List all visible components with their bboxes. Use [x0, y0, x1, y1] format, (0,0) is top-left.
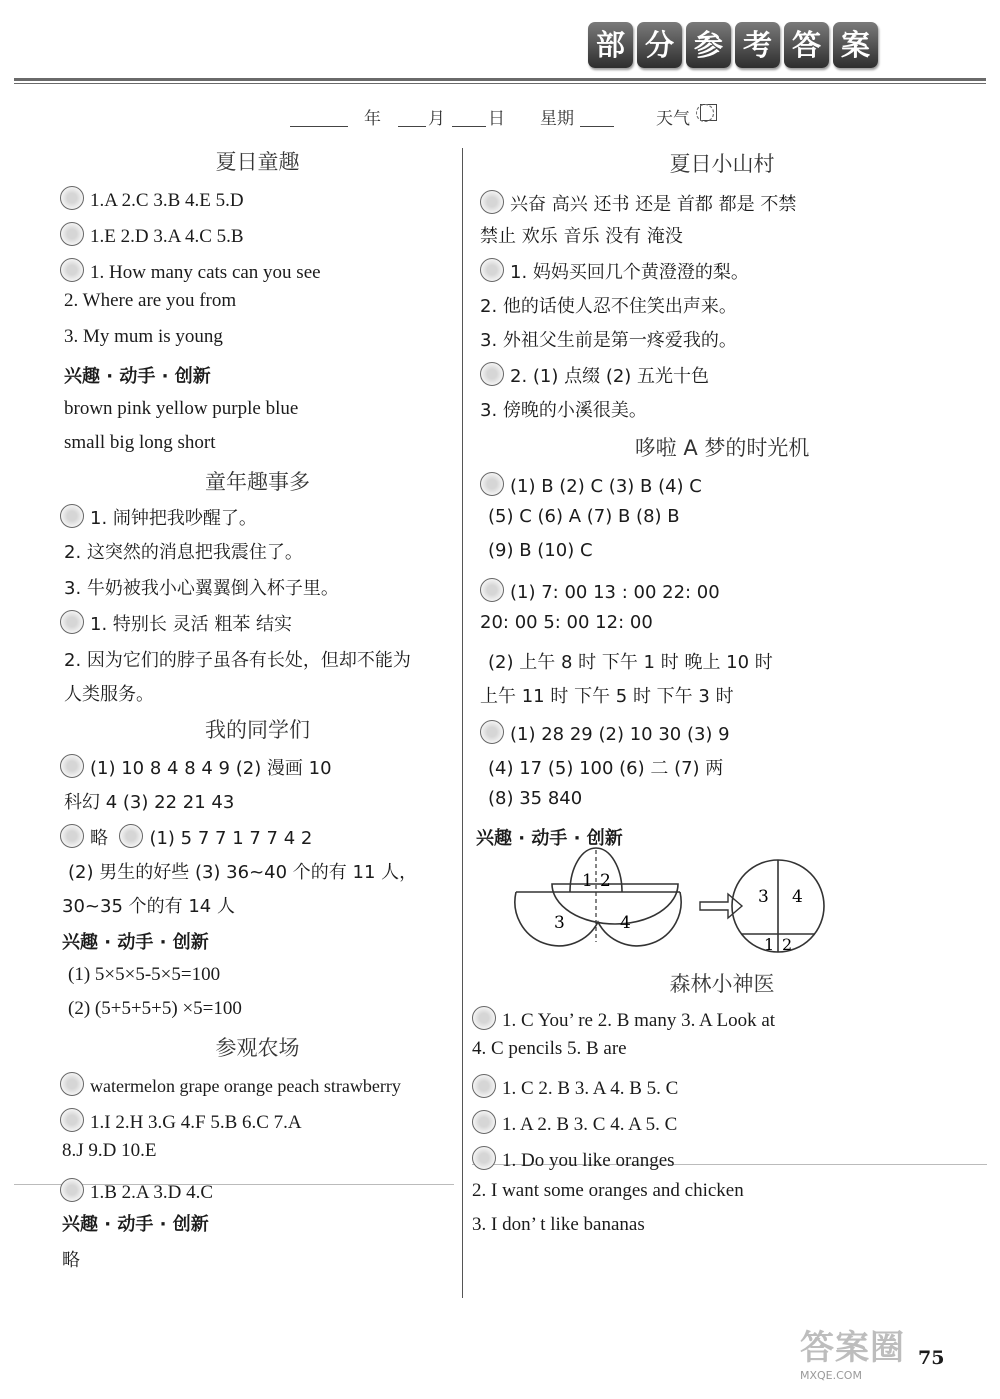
answer-line: 1. A 2. B 3. C 4. A 5. C — [502, 1114, 678, 1135]
answer-line: 人类服务。 — [64, 684, 154, 705]
banner-char: 答 — [784, 22, 829, 68]
answer-line: 3. 傍晚的小溪很美。 — [480, 400, 647, 421]
label-1: 1 — [582, 871, 593, 891]
fold-figure — [510, 846, 830, 966]
answer-line: 禁止 欢乐 音乐 没有 淹没 — [480, 226, 683, 247]
answer-line: (8) 35 840 — [488, 788, 583, 809]
section-title: 童年趣事多 — [205, 470, 310, 494]
question-badge-icon — [60, 222, 84, 246]
label-4: 4 — [620, 913, 631, 933]
label-2: 2 — [782, 935, 793, 954]
label-1: 1 — [764, 935, 775, 954]
answer-line: (1) 5 7 7 1 7 7 4 2 — [149, 828, 313, 849]
question-badge-icon — [472, 1146, 496, 1170]
question-badge-icon — [119, 824, 143, 848]
answer-line: (9) B (10) C — [488, 540, 593, 561]
answer-line: 2. I want some oranges and chicken — [472, 1180, 744, 1201]
answer-line: (1) 7: 00 13 : 00 22: 00 — [510, 582, 720, 603]
answer-line: 1.E 2.D 3.A 4.C 5.B — [90, 226, 244, 247]
question-badge-icon — [480, 258, 504, 282]
section-heading: 兴趣 · 动手 · 创新 — [476, 828, 623, 849]
answer-line: 2. 他的话使人忍不住笑出声来。 — [480, 296, 737, 317]
answer-line: 1. C 2. B 3. A 4. B 5. C — [502, 1078, 679, 1099]
answer-line: (1) 10 8 4 8 4 9 (2) 漫画 10 — [90, 758, 332, 779]
answer-line: 1. C You’ re 2. B many 3. A Look at — [502, 1010, 776, 1031]
year-label: 年 — [364, 109, 381, 129]
arrow-right-icon — [700, 894, 742, 918]
banner-char: 部 — [588, 22, 633, 68]
answer-line: 2. (1) 点缀 (2) 五光十色 — [510, 366, 710, 387]
question-badge-icon — [60, 258, 84, 282]
page-number: 75 — [918, 1347, 945, 1369]
answer-line: 兴奋 高兴 还书 还是 首都 都是 不禁 — [510, 194, 797, 215]
answer-line: (1) 28 29 (2) 10 30 (3) 9 — [510, 724, 730, 745]
label-3: 3 — [758, 887, 769, 907]
section-title: 哆啦 A 梦的时光机 — [634, 436, 810, 460]
answer-line: 3. I don’ t like bananas — [472, 1214, 645, 1235]
section-title: 我的同学们 — [205, 718, 310, 742]
answer-line: 1.B 2.A 3.D 4.C — [90, 1182, 213, 1203]
answer-line: watermelon grape orange peach strawberry — [90, 1076, 401, 1096]
answer-line: 8.J 9.D 10.E — [62, 1140, 157, 1161]
question-badge-icon — [60, 504, 84, 528]
watermark-logo: 答案圈 — [800, 1328, 905, 1368]
answer-line: 1.I 2.H 3.G 4.F 5.B 6.C 7.A — [90, 1112, 302, 1133]
question-badge-icon — [472, 1074, 496, 1098]
watermark — [800, 1320, 905, 1382]
question-badge-icon — [60, 610, 84, 634]
answer-line: 3. 外祖父生前是第一疼爱我的。 — [480, 330, 737, 351]
question-badge-icon — [60, 1108, 84, 1132]
answer-line: 上午 11 时 下午 5 时 下午 3 时 — [480, 686, 734, 707]
answer-line: 1. 特别长 灵活 粗苯 结实 — [90, 614, 293, 635]
header-rule — [14, 78, 986, 84]
section-heading: 兴趣 · 动手 · 创新 — [62, 1214, 209, 1235]
label-2: 2 — [600, 871, 611, 891]
section-title: 夏日小山村 — [669, 152, 775, 176]
answer-line: 2. Where are you from — [64, 290, 237, 311]
question-badge-icon — [480, 720, 504, 744]
answer-line: 3. 牛奶被我小心翼翼倒入杯子里。 — [64, 578, 339, 599]
section-heading: 兴趣 · 动手 · 创新 — [64, 366, 211, 387]
question-badge-icon — [60, 1072, 84, 1096]
base-curve — [515, 892, 681, 946]
question-badge-icon — [472, 1110, 496, 1134]
header-banner — [588, 22, 878, 68]
date-line — [290, 104, 890, 130]
answer-line: 2. 因为它们的脖子虽各有长处，但却不能为 — [64, 650, 411, 671]
question-badge-icon — [60, 754, 84, 778]
question-badge-icon — [60, 824, 84, 848]
column-divider — [462, 148, 463, 1298]
banner-char: 案 — [833, 22, 878, 68]
question-badge-icon — [480, 472, 504, 496]
answer-line: 1.A 2.C 3.B 4.E 5.D — [90, 190, 244, 211]
question-badge-icon — [480, 578, 504, 602]
question-badge-icon — [472, 1006, 496, 1030]
answer-line: (5) C (6) A (7) B (8) B — [488, 506, 680, 527]
rain-icon — [696, 104, 714, 122]
month-label: 月 — [428, 109, 445, 129]
section-title: 参观农场 — [215, 1036, 300, 1060]
question-badge-icon — [480, 362, 504, 386]
question-badge-icon — [480, 190, 504, 214]
banner-char: 分 — [637, 22, 682, 68]
section-title: 森林小神医 — [669, 972, 775, 996]
answer-line: 30~35 个的有 14 人 — [62, 896, 235, 917]
answer-line: (2) (5+5+5+5) ×5=100 — [68, 998, 242, 1019]
bowl-shape — [552, 884, 678, 924]
answer-line: small big long short — [64, 432, 216, 453]
answer-line: 20: 00 5: 00 12: 00 — [480, 612, 653, 633]
watermark-url: MXQE.COM — [800, 1369, 862, 1382]
banner-char: 参 — [686, 22, 731, 68]
weather-label: 天气 — [656, 109, 690, 129]
answer-line: 4. C pencils 5. B are — [472, 1038, 627, 1059]
answer-line: 略 — [90, 828, 108, 849]
question-badge-icon — [60, 1178, 84, 1202]
answer-line: 2. 这突然的消息把我震住了。 — [64, 542, 303, 563]
day-label: 日 — [488, 109, 505, 129]
answer-line: (4) 17 (5) 100 (6) 二 (7) 两 — [488, 758, 724, 779]
weekday-label: 星期 — [540, 109, 574, 129]
answer-line: (2) 上午 8 时 下午 1 时 晚上 10 时 — [488, 652, 773, 673]
label-3: 3 — [554, 913, 565, 933]
answer-line: (1) B (2) C (3) B (4) C — [510, 476, 702, 497]
banner-char: 考 — [735, 22, 780, 68]
answer-line: brown pink yellow purple blue — [64, 398, 299, 419]
answer-line: 1. How many cats can you see — [90, 262, 321, 283]
answer-line: (1) 5×5×5-5×5=100 — [68, 964, 221, 985]
answer-line: 1. 闹钟把我吵醒了。 — [90, 508, 257, 529]
question-badge-icon — [60, 186, 84, 210]
label-4: 4 — [792, 887, 803, 907]
section-heading: 兴趣 · 动手 · 创新 — [62, 932, 209, 953]
answer-line: 3. My mum is young — [64, 326, 223, 347]
answer-line: (2) 男生的好些 (3) 36~40 个的有 11 人， — [68, 862, 418, 883]
answer-line: 1. Do you like oranges — [502, 1150, 675, 1171]
answer-line: 科幻 4 (3) 22 21 43 — [64, 792, 235, 813]
answer-line: 略 — [62, 1250, 80, 1271]
answer-line: 1. 妈妈买回几个黄澄澄的梨。 — [510, 262, 749, 283]
section-title: 夏日童趣 — [215, 150, 300, 174]
